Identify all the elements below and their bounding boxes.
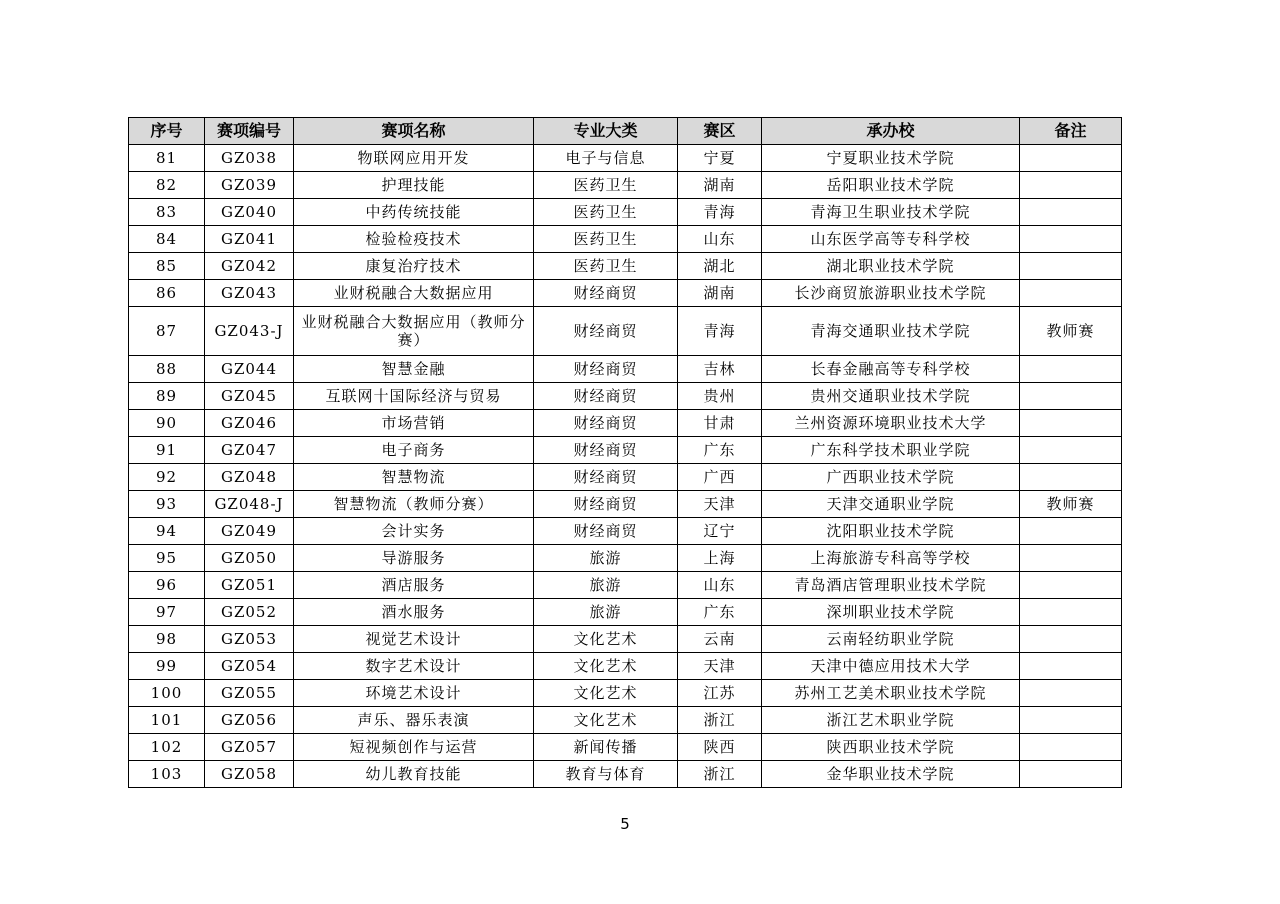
cell-name: 智慧金融 bbox=[294, 356, 534, 383]
cell-region: 甘肃 bbox=[678, 410, 762, 437]
cell-note bbox=[1020, 734, 1122, 761]
cell-note bbox=[1020, 280, 1122, 307]
cell-code: GZ048 bbox=[205, 464, 294, 491]
cell-name: 互联网十国际经济与贸易 bbox=[294, 383, 534, 410]
cell-category: 财经商贸 bbox=[534, 410, 678, 437]
cell-note: 教师赛 bbox=[1020, 307, 1122, 356]
cell-region: 广西 bbox=[678, 464, 762, 491]
cell-code: GZ044 bbox=[205, 356, 294, 383]
cell-name: 环境艺术设计 bbox=[294, 680, 534, 707]
cell-category: 医药卫生 bbox=[534, 199, 678, 226]
cell-region: 山东 bbox=[678, 572, 762, 599]
cell-code: GZ043 bbox=[205, 280, 294, 307]
cell-category: 财经商贸 bbox=[534, 464, 678, 491]
cell-note bbox=[1020, 545, 1122, 572]
cell-index: 91 bbox=[129, 437, 205, 464]
cell-code: GZ046 bbox=[205, 410, 294, 437]
cell-index: 98 bbox=[129, 626, 205, 653]
cell-category: 财经商贸 bbox=[534, 307, 678, 356]
header-cell-category: 专业大类 bbox=[534, 118, 678, 145]
cell-code: GZ047 bbox=[205, 437, 294, 464]
cell-index: 99 bbox=[129, 653, 205, 680]
cell-index: 86 bbox=[129, 280, 205, 307]
cell-host: 长春金融高等专科学校 bbox=[762, 356, 1020, 383]
cell-host: 深圳职业技术学院 bbox=[762, 599, 1020, 626]
cell-index: 103 bbox=[129, 761, 205, 788]
cell-region: 山东 bbox=[678, 226, 762, 253]
cell-host: 陕西职业技术学院 bbox=[762, 734, 1020, 761]
cell-host: 贵州交通职业技术学院 bbox=[762, 383, 1020, 410]
cell-name: 短视频创作与运营 bbox=[294, 734, 534, 761]
cell-host: 湖北职业技术学院 bbox=[762, 253, 1020, 280]
cell-index: 102 bbox=[129, 734, 205, 761]
page-number: 5 bbox=[620, 815, 630, 833]
cell-name: 声乐、器乐表演 bbox=[294, 707, 534, 734]
cell-category: 文化艺术 bbox=[534, 680, 678, 707]
header-cell-index: 序号 bbox=[129, 118, 205, 145]
cell-index: 90 bbox=[129, 410, 205, 437]
cell-name: 护理技能 bbox=[294, 172, 534, 199]
cell-name: 数字艺术设计 bbox=[294, 653, 534, 680]
cell-category: 医药卫生 bbox=[534, 253, 678, 280]
cell-code: GZ053 bbox=[205, 626, 294, 653]
table-row bbox=[129, 572, 1122, 599]
cell-index: 100 bbox=[129, 680, 205, 707]
cell-category: 文化艺术 bbox=[534, 653, 678, 680]
cell-code: GZ039 bbox=[205, 172, 294, 199]
table-row bbox=[129, 226, 1122, 253]
cell-note: 教师赛 bbox=[1020, 491, 1122, 518]
header-cell-host: 承办校 bbox=[762, 118, 1020, 145]
contest-table bbox=[128, 117, 1122, 788]
cell-category: 财经商贸 bbox=[534, 356, 678, 383]
cell-host: 苏州工艺美术职业技术学院 bbox=[762, 680, 1020, 707]
cell-index: 82 bbox=[129, 172, 205, 199]
table-row bbox=[129, 410, 1122, 437]
cell-index: 84 bbox=[129, 226, 205, 253]
cell-note bbox=[1020, 653, 1122, 680]
cell-code: GZ049 bbox=[205, 518, 294, 545]
cell-note bbox=[1020, 707, 1122, 734]
cell-code: GZ056 bbox=[205, 707, 294, 734]
cell-code: GZ042 bbox=[205, 253, 294, 280]
cell-category: 财经商贸 bbox=[534, 491, 678, 518]
header-row bbox=[129, 118, 1122, 145]
cell-note bbox=[1020, 761, 1122, 788]
cell-note bbox=[1020, 383, 1122, 410]
header-cell-note: 备注 bbox=[1020, 118, 1122, 145]
cell-host: 浙江艺术职业学院 bbox=[762, 707, 1020, 734]
cell-category: 财经商贸 bbox=[534, 383, 678, 410]
cell-region: 陕西 bbox=[678, 734, 762, 761]
cell-note bbox=[1020, 437, 1122, 464]
table-row bbox=[129, 280, 1122, 307]
table-header bbox=[129, 118, 1122, 145]
cell-name: 会计实务 bbox=[294, 518, 534, 545]
cell-code: GZ040 bbox=[205, 199, 294, 226]
cell-index: 87 bbox=[129, 307, 205, 356]
cell-code: GZ055 bbox=[205, 680, 294, 707]
cell-category: 文化艺术 bbox=[534, 707, 678, 734]
cell-code: GZ045 bbox=[205, 383, 294, 410]
cell-region: 广东 bbox=[678, 437, 762, 464]
cell-name: 业财税融合大数据应用 bbox=[294, 280, 534, 307]
cell-category: 医药卫生 bbox=[534, 172, 678, 199]
header-cell-region: 赛区 bbox=[678, 118, 762, 145]
cell-name: 幼儿教育技能 bbox=[294, 761, 534, 788]
table-row bbox=[129, 653, 1122, 680]
cell-region: 浙江 bbox=[678, 761, 762, 788]
table-row bbox=[129, 491, 1122, 518]
cell-name: 检验检疫技术 bbox=[294, 226, 534, 253]
cell-index: 101 bbox=[129, 707, 205, 734]
cell-host: 青岛酒店管理职业技术学院 bbox=[762, 572, 1020, 599]
cell-region: 湖北 bbox=[678, 253, 762, 280]
cell-name: 业财税融合大数据应用（教师分赛） bbox=[294, 307, 534, 356]
table-row bbox=[129, 545, 1122, 572]
cell-index: 81 bbox=[129, 145, 205, 172]
cell-region: 青海 bbox=[678, 307, 762, 356]
cell-index: 85 bbox=[129, 253, 205, 280]
cell-category: 旅游 bbox=[534, 545, 678, 572]
cell-index: 92 bbox=[129, 464, 205, 491]
table-row bbox=[129, 734, 1122, 761]
cell-host: 兰州资源环境职业技术大学 bbox=[762, 410, 1020, 437]
cell-host: 广东科学技术职业学院 bbox=[762, 437, 1020, 464]
cell-index: 94 bbox=[129, 518, 205, 545]
cell-region: 贵州 bbox=[678, 383, 762, 410]
table-row bbox=[129, 761, 1122, 788]
cell-host: 广西职业技术学院 bbox=[762, 464, 1020, 491]
cell-name: 酒水服务 bbox=[294, 599, 534, 626]
table-row bbox=[129, 464, 1122, 491]
cell-host: 沈阳职业技术学院 bbox=[762, 518, 1020, 545]
table-row bbox=[129, 307, 1122, 356]
cell-category: 财经商贸 bbox=[534, 280, 678, 307]
table-row bbox=[129, 707, 1122, 734]
cell-name: 电子商务 bbox=[294, 437, 534, 464]
cell-name: 市场营销 bbox=[294, 410, 534, 437]
cell-host: 云南轻纺职业学院 bbox=[762, 626, 1020, 653]
cell-region: 浙江 bbox=[678, 707, 762, 734]
cell-index: 89 bbox=[129, 383, 205, 410]
cell-region: 江苏 bbox=[678, 680, 762, 707]
cell-host: 青海卫生职业技术学院 bbox=[762, 199, 1020, 226]
header-cell-code: 赛项编号 bbox=[205, 118, 294, 145]
cell-region: 湖南 bbox=[678, 280, 762, 307]
cell-region: 宁夏 bbox=[678, 145, 762, 172]
cell-category: 文化艺术 bbox=[534, 626, 678, 653]
cell-host: 上海旅游专科高等学校 bbox=[762, 545, 1020, 572]
cell-category: 旅游 bbox=[534, 572, 678, 599]
cell-region: 广东 bbox=[678, 599, 762, 626]
cell-code: GZ052 bbox=[205, 599, 294, 626]
cell-category: 财经商贸 bbox=[534, 518, 678, 545]
cell-name: 康复治疗技术 bbox=[294, 253, 534, 280]
cell-index: 96 bbox=[129, 572, 205, 599]
cell-note bbox=[1020, 680, 1122, 707]
cell-category: 电子与信息 bbox=[534, 145, 678, 172]
cell-category: 教育与体育 bbox=[534, 761, 678, 788]
cell-host: 长沙商贸旅游职业技术学院 bbox=[762, 280, 1020, 307]
cell-name: 物联网应用开发 bbox=[294, 145, 534, 172]
table-row bbox=[129, 199, 1122, 226]
table-row bbox=[129, 172, 1122, 199]
cell-note bbox=[1020, 172, 1122, 199]
cell-code: GZ041 bbox=[205, 226, 294, 253]
cell-name: 视觉艺术设计 bbox=[294, 626, 534, 653]
cell-category: 旅游 bbox=[534, 599, 678, 626]
cell-index: 97 bbox=[129, 599, 205, 626]
cell-code: GZ038 bbox=[205, 145, 294, 172]
cell-index: 95 bbox=[129, 545, 205, 572]
cell-code: GZ057 bbox=[205, 734, 294, 761]
cell-note bbox=[1020, 518, 1122, 545]
table-body bbox=[129, 145, 1122, 788]
table-row bbox=[129, 383, 1122, 410]
cell-note bbox=[1020, 145, 1122, 172]
cell-code: GZ058 bbox=[205, 761, 294, 788]
header-cell-name: 赛项名称 bbox=[294, 118, 534, 145]
cell-region: 青海 bbox=[678, 199, 762, 226]
cell-region: 湖南 bbox=[678, 172, 762, 199]
cell-note bbox=[1020, 253, 1122, 280]
cell-host: 岳阳职业技术学院 bbox=[762, 172, 1020, 199]
cell-note bbox=[1020, 464, 1122, 491]
cell-note bbox=[1020, 410, 1122, 437]
cell-code: GZ048-J bbox=[205, 491, 294, 518]
cell-code: GZ054 bbox=[205, 653, 294, 680]
cell-index: 83 bbox=[129, 199, 205, 226]
cell-name: 智慧物流（教师分赛） bbox=[294, 491, 534, 518]
cell-index: 93 bbox=[129, 491, 205, 518]
cell-note bbox=[1020, 599, 1122, 626]
cell-host: 山东医学高等专科学校 bbox=[762, 226, 1020, 253]
cell-code: GZ043-J bbox=[205, 307, 294, 356]
cell-host: 金华职业技术学院 bbox=[762, 761, 1020, 788]
table-row bbox=[129, 680, 1122, 707]
table-row bbox=[129, 599, 1122, 626]
cell-host: 天津交通职业学院 bbox=[762, 491, 1020, 518]
cell-region: 上海 bbox=[678, 545, 762, 572]
cell-code: GZ050 bbox=[205, 545, 294, 572]
cell-category: 财经商贸 bbox=[534, 437, 678, 464]
cell-region: 天津 bbox=[678, 491, 762, 518]
cell-name: 智慧物流 bbox=[294, 464, 534, 491]
cell-note bbox=[1020, 226, 1122, 253]
cell-note bbox=[1020, 356, 1122, 383]
cell-note bbox=[1020, 572, 1122, 599]
cell-host: 青海交通职业技术学院 bbox=[762, 307, 1020, 356]
table-row bbox=[129, 145, 1122, 172]
cell-note bbox=[1020, 626, 1122, 653]
cell-note bbox=[1020, 199, 1122, 226]
table-row bbox=[129, 253, 1122, 280]
cell-code: GZ051 bbox=[205, 572, 294, 599]
cell-region: 天津 bbox=[678, 653, 762, 680]
cell-name: 导游服务 bbox=[294, 545, 534, 572]
cell-region: 云南 bbox=[678, 626, 762, 653]
table-row bbox=[129, 626, 1122, 653]
table-row bbox=[129, 518, 1122, 545]
cell-category: 新闻传播 bbox=[534, 734, 678, 761]
cell-host: 天津中德应用技术大学 bbox=[762, 653, 1020, 680]
table-row bbox=[129, 356, 1122, 383]
cell-host: 宁夏职业技术学院 bbox=[762, 145, 1020, 172]
cell-category: 医药卫生 bbox=[534, 226, 678, 253]
table-row bbox=[129, 437, 1122, 464]
cell-region: 辽宁 bbox=[678, 518, 762, 545]
cell-index: 88 bbox=[129, 356, 205, 383]
cell-name: 酒店服务 bbox=[294, 572, 534, 599]
cell-name: 中药传统技能 bbox=[294, 199, 534, 226]
cell-region: 吉林 bbox=[678, 356, 762, 383]
